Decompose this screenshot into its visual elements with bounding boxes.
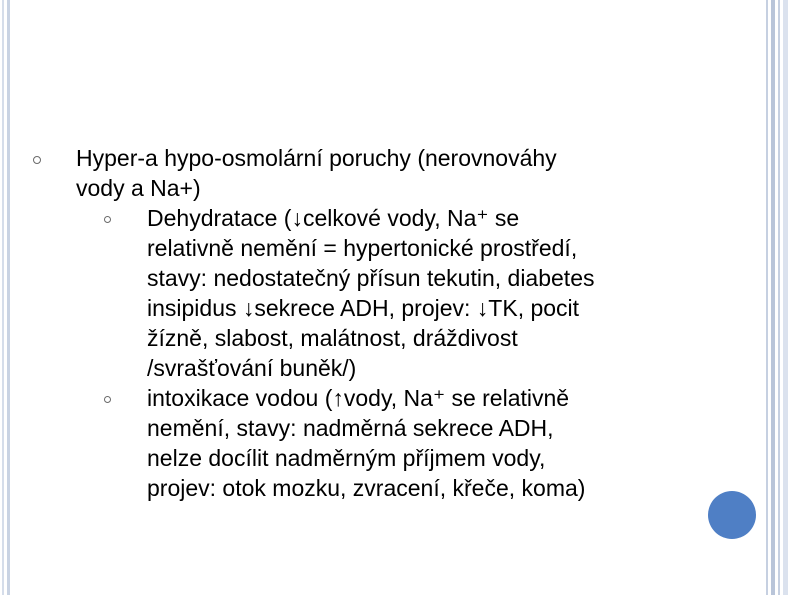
- bullet-text-line: /svrašťování buněk/): [147, 355, 357, 381]
- right-border-line: [766, 0, 768, 595]
- bullet-circle-icon: [33, 156, 41, 164]
- right-border-line: [771, 0, 775, 595]
- slide-content: [32, 143, 712, 503]
- bullet-text-line: Hyper-a hypo-osmolární poruchy (nerovnováhy: [76, 145, 557, 171]
- bullet-circle-icon: [104, 396, 111, 403]
- decorative-circle: [708, 491, 756, 539]
- bullet-text-line: nelze docílit nadměrným příjmem vody,: [147, 445, 546, 471]
- bullet-text-line: intoxikace vodou (↑vody, Na⁺ se relativně: [147, 385, 570, 411]
- right-border-line: [778, 0, 780, 595]
- bullet-text-line: nemění, stavy: nadměrná sekrece ADH,: [147, 415, 554, 441]
- bullet-text-line: stavy: nedostatečný přísun tekutin, diabetes: [147, 265, 595, 291]
- right-border-line: [783, 0, 788, 595]
- bullet-text-line: žízně, slabost, malátnost, dráždivost: [147, 325, 518, 351]
- bullet-text-line: relativně nemění = hypertonické prostředí,: [147, 235, 578, 261]
- bullet-text-line: Dehydratace (↓celkové vody, Na⁺ se: [147, 205, 520, 231]
- bullet-osmolar-disorders: [32, 143, 712, 203]
- bullet-text-line: vody a Na+): [76, 175, 201, 201]
- bullet-dehydration: [32, 203, 712, 383]
- left-border-decoration: [0, 0, 10, 595]
- right-border-decoration: [766, 0, 794, 595]
- bullet-text-line: projev: otok mozku, zvracení, křeče, koma): [147, 475, 586, 501]
- bullet-water-intoxication: [32, 383, 712, 503]
- bullet-text-line: insipidus ↓sekrece ADH, projev: ↓TK, pocit: [147, 295, 580, 321]
- bullet-circle-icon: [104, 216, 111, 223]
